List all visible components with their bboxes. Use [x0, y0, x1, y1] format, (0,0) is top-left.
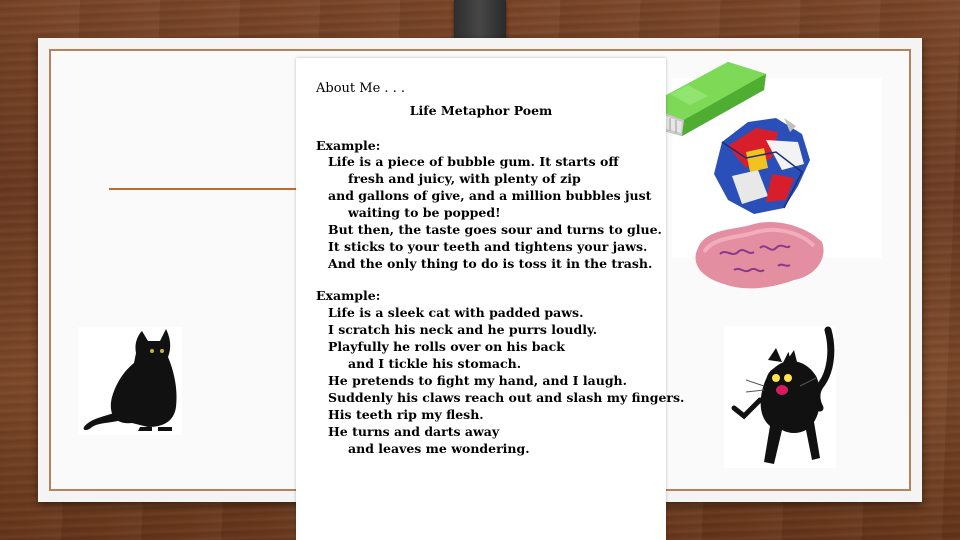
poem-line: and leaves me wondering. [348, 441, 530, 456]
poem-line: and I tickle his stomach. [348, 356, 522, 371]
poem-line: And the only thing to do is toss it in the trash. [328, 256, 653, 271]
poem-title: Life Metaphor Poem [409, 103, 553, 118]
poem-line: Life is a piece of bubble gum. It starts off [328, 154, 619, 169]
example-heading-1: Example: [316, 138, 381, 153]
poem-line: I scratch his neck and he purrs loudly. [328, 322, 598, 337]
poem-line: His teeth rip my flesh. [328, 407, 484, 422]
poem-line: waiting to be popped! [348, 205, 501, 220]
title-accent-line [109, 188, 299, 190]
poem-line: He pretends to fight my hand, and I laugh. [328, 373, 627, 388]
about-me-label: About Me . . . [316, 81, 406, 96]
poem-line: Playfully he rolls over on his back [328, 339, 565, 354]
poem-line: Suddenly his claws reach out and slash my fingers. [328, 390, 685, 405]
poem-line: He turns and darts away [328, 424, 500, 439]
poem-line: Life is a sleek cat with padded paws. [328, 305, 584, 320]
sitting-cat-image [78, 327, 182, 435]
scared-cat-image [724, 326, 836, 468]
poem-line: It sticks to your teeth and tightens your jaws. [328, 239, 648, 254]
chewed-gum-image [690, 218, 828, 294]
poem-line: and gallons of give, and a million bubbles just [328, 188, 652, 203]
poem-line: fresh and juicy, with plenty of zip [348, 171, 581, 186]
poem-document [296, 58, 685, 540]
example-heading-2: Example: [316, 288, 381, 303]
poem-line: But then, the taste goes sour and turns to glue. [328, 222, 662, 237]
gum-wrapper-image [706, 112, 818, 220]
